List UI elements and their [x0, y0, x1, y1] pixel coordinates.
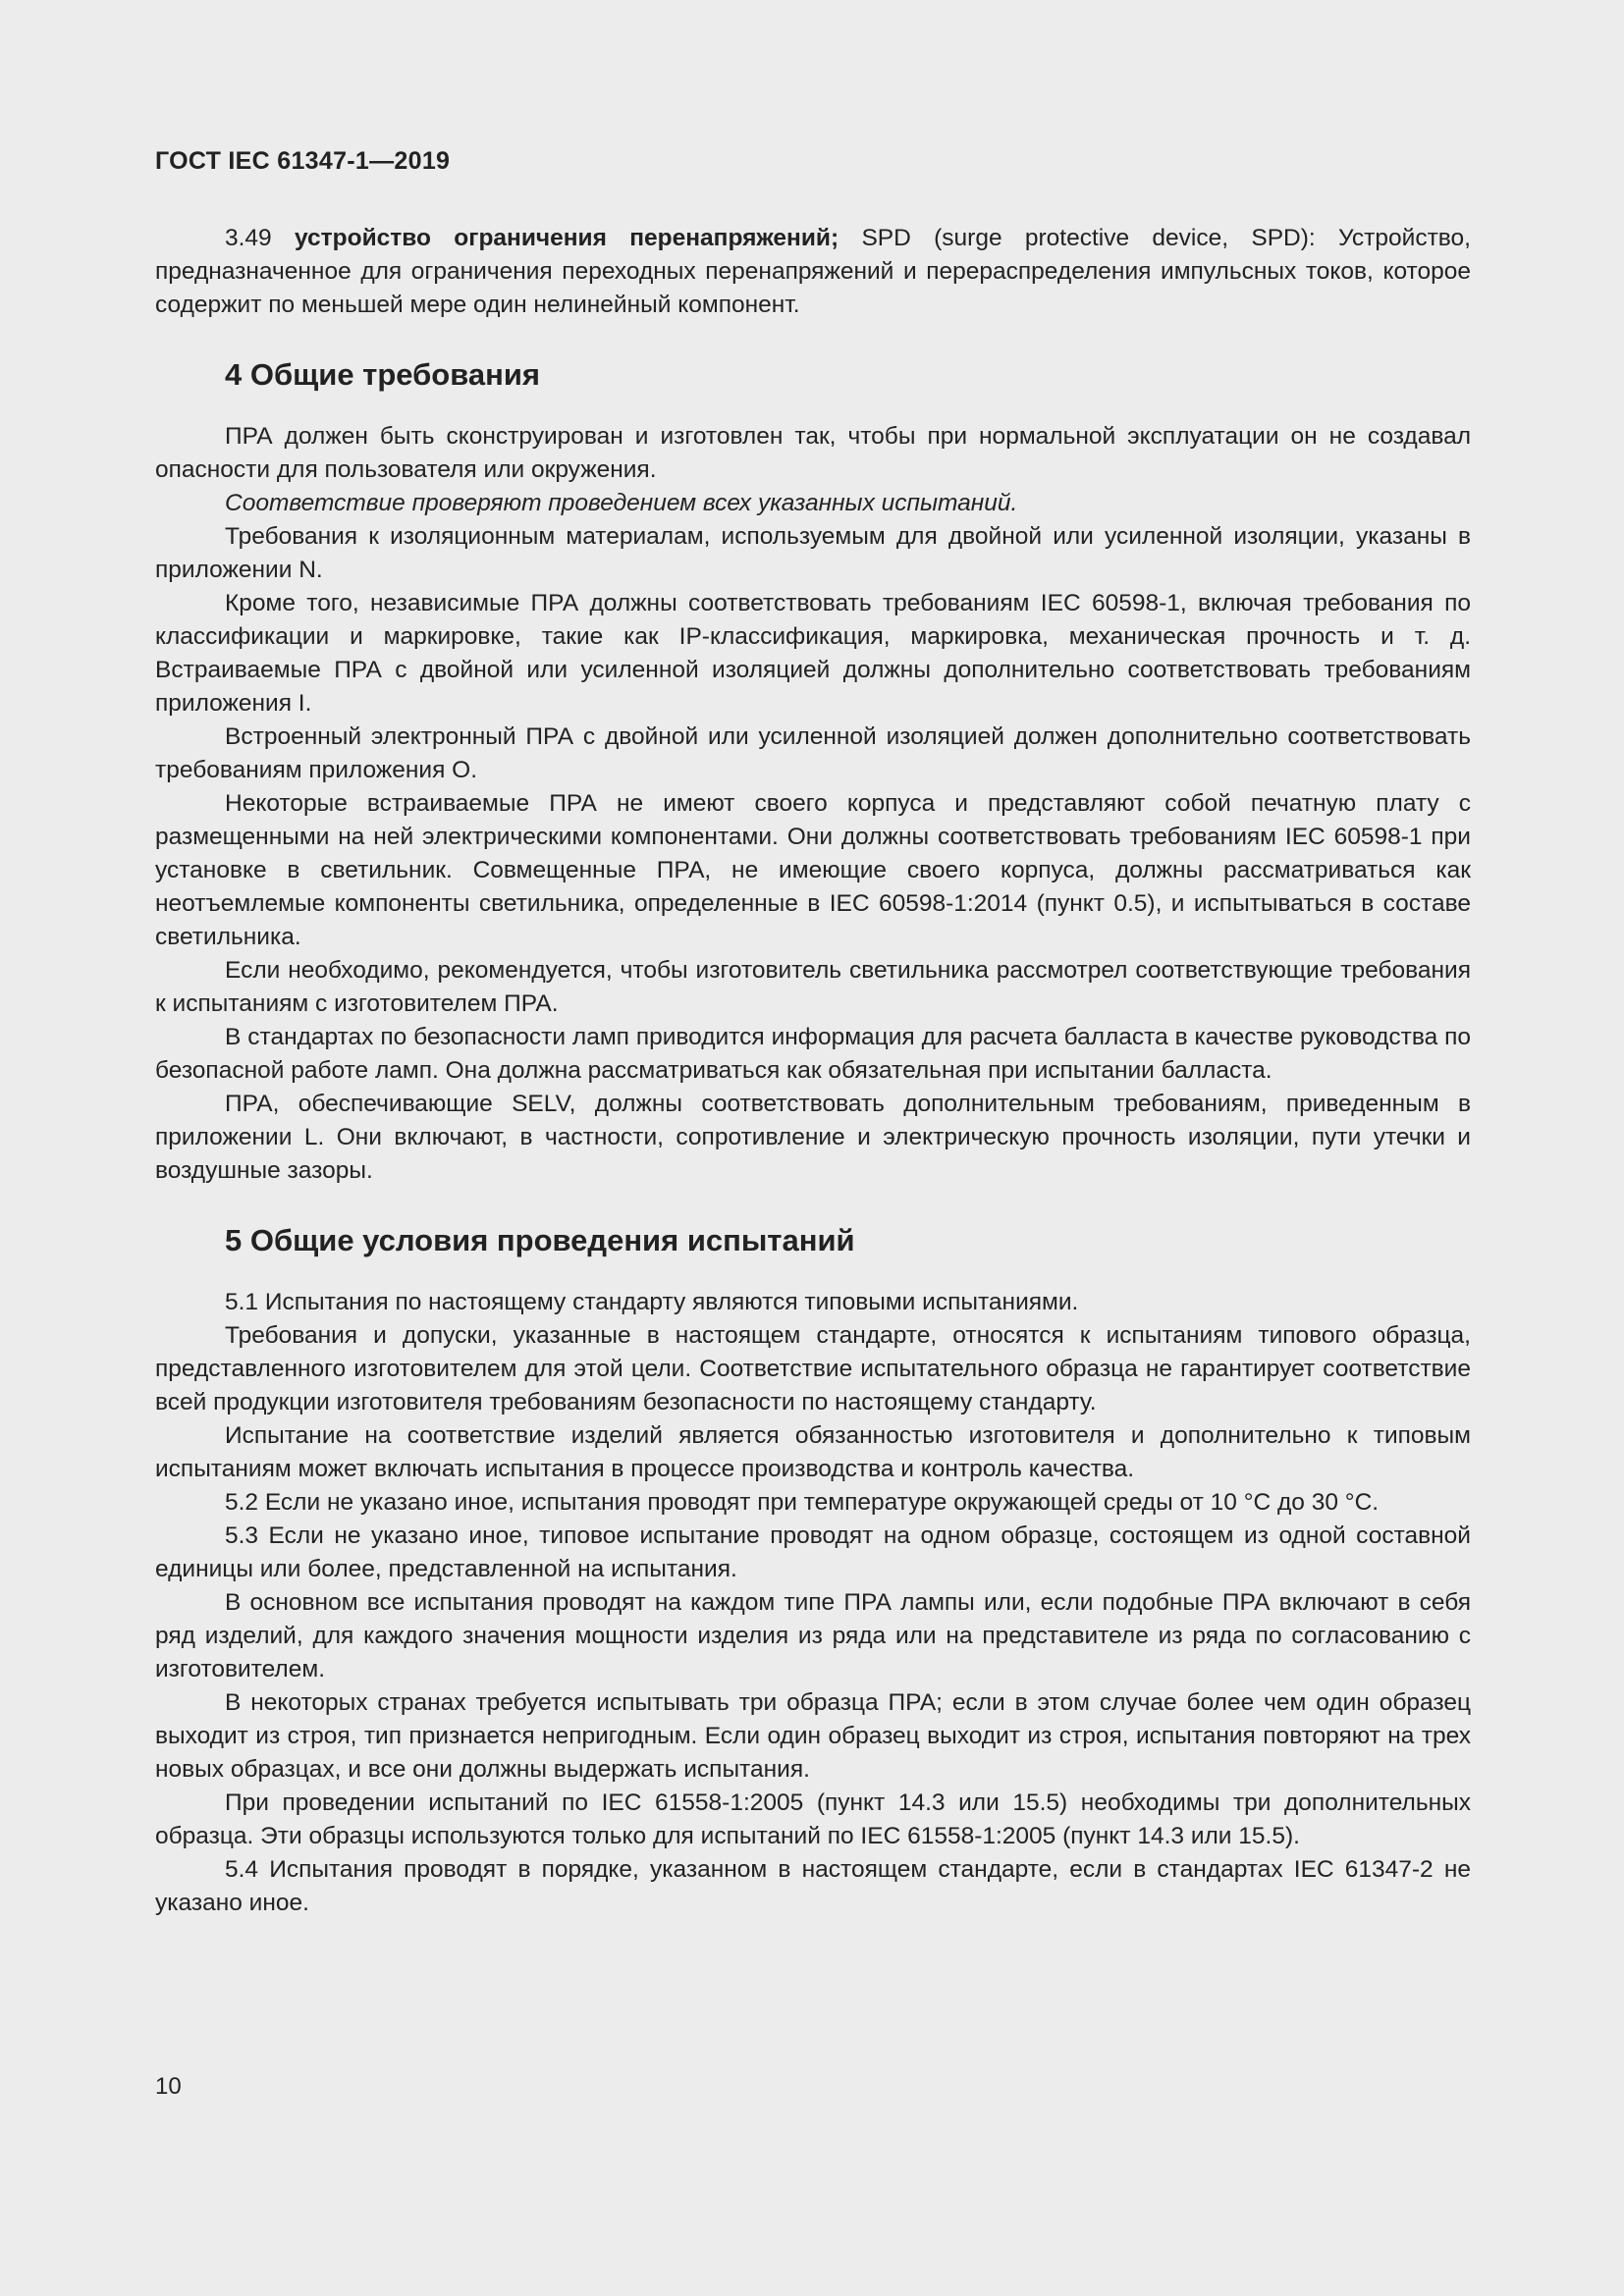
paragraph: Кроме того, независимые ПРА должны соответствовать требованиям IEC 60598-1, включая требования по классификации и маркировке, такие как IP-классификация, маркировка, механическая прочность и т. д. Встраиваемые ПРА с двойной или усиленной изоляцией должны дополнительно соответствовать требованиям приложения I. — [155, 590, 1471, 717]
paragraph: 5.2 Если не указано иное, испытания проводят при температуре окружающей среды от 10 °С до 30 °С. — [225, 1489, 1380, 1516]
paragraph: Требования и допуски, указанные в настоящем стандарте, относятся к испытаниям типового образца, представленного изготовителем для этой цели. Соответствие испытательного образца не гарантирует соответствие всей продукции изготовителя требованиям безопасности по настоящему стандарту. — [155, 1322, 1471, 1415]
paragraph: 5.4 Испытания проводят в порядке, указанном в настоящем стандарте, если в стандартах IEC 61347-2 не указано иное. — [155, 1856, 1471, 1916]
paragraph-compliance-note: Соответствие проверяют проведением всех указанных испытаний. — [225, 490, 1018, 516]
clause-number: 3.49 — [225, 225, 272, 251]
paragraph: При проведении испытаний по IEC 61558-1:2005 (пункт 14.3 или 15.5) необходимы три дополнительных образца. Эти образцы используются только для испытаний по IEC 61558-1:2005 (пункт 14.3 или 15.5). — [155, 1789, 1471, 1849]
section-5-heading: 5 Общие условия проведения испытаний — [225, 1223, 855, 1257]
paragraph: 5.3 Если не указано иное, типовое испытание проводят на одном образце, состоящем из одной составной единицы или более, представленной на испытания. — [155, 1522, 1471, 1582]
paragraph: ПРА должен быть сконструирован и изготовлен так, чтобы при нормальной эксплуатации он не создавал опасности для пользователя или окружения. — [155, 423, 1471, 483]
section-4-heading: 4 Общие требования — [225, 357, 540, 392]
paragraph: Испытание на соответствие изделий является обязанностью изготовителя и дополнительно к типовым испытаниям может включать испытания в процессе производства и контроль качества. — [155, 1422, 1471, 1482]
paragraph: ПРА, обеспечивающие SELV, должны соответствовать дополнительным требованиям, приведенным в приложении L. Они включают, в частности, сопротивление и электрическую прочность изоляции, пути утечки и воздушные зазоры. — [155, 1091, 1471, 1184]
document-header: ГОСТ IEC 61347-1—2019 — [155, 147, 451, 175]
term-text: SPD (surge protective device, SPD): Устройство, предназначенное для ограничения переходных перенапряжений и перераспределения импульсных токов, которое содержит по меньшей мере один нелинейный компонент. — [155, 225, 1471, 318]
paragraph: Требования к изоляционным материалам, используемым для двойной или усиленной изоляции, указаны в приложении N. — [155, 523, 1471, 583]
paragraph: Встроенный электронный ПРА с двойной или усиленной изоляцией должен дополнительно соответствовать требованиям приложения O. — [155, 723, 1471, 783]
term-definition: устройство ограничения перенапряжений; — [295, 225, 839, 251]
paragraph: В стандартах по безопасности ламп приводится информация для расчета балласта в качестве руководства по безопасной работе ламп. Она должна рассматриваться как обязательная при испытании балласта. — [155, 1024, 1471, 1084]
clause-3-49 — [155, 222, 1471, 322]
paragraph: 5.1 Испытания по настоящему стандарту являются типовыми испытаниями. — [225, 1289, 1079, 1315]
paragraph: В основном все испытания проводят на каждом типе ПРА лампы или, если подобные ПРА включают в себя ряд изделий, для каждого значения мощности изделия из ряда или на представителе из ряда по согласованию с изготовителем. — [155, 1589, 1471, 1682]
page-number: 10 — [155, 2073, 182, 2100]
document-body — [155, 222, 1471, 1920]
paragraph: В некоторых странах требуется испытывать три образца ПРА; если в этом случае более чем один образец выходит из строя, тип признается непригодным. Если один образец выходит из строя, испытания повторяют на трех новых образцах, и все они должны выдержать испытания. — [155, 1689, 1471, 1783]
paragraph: Некоторые встраиваемые ПРА не имеют своего корпуса и представляют собой печатную плату с размещенными на ней электрическими компонентами. Они должны соответствовать требованиям IEC 60598-1 при установке в светильник. Совмещенные ПРА, не имеющие своего корпуса, должны рассматриваться как неотъемлемые компоненты светильника, определенные в IEC 60598-1:2014 (пункт 0.5), и испытываться в составе светильника. — [155, 790, 1471, 950]
paragraph: Если необходимо, рекомендуется, чтобы изготовитель светильника рассмотрел соответствующие требования к испытаниям с изготовителем ПРА. — [155, 957, 1471, 1017]
